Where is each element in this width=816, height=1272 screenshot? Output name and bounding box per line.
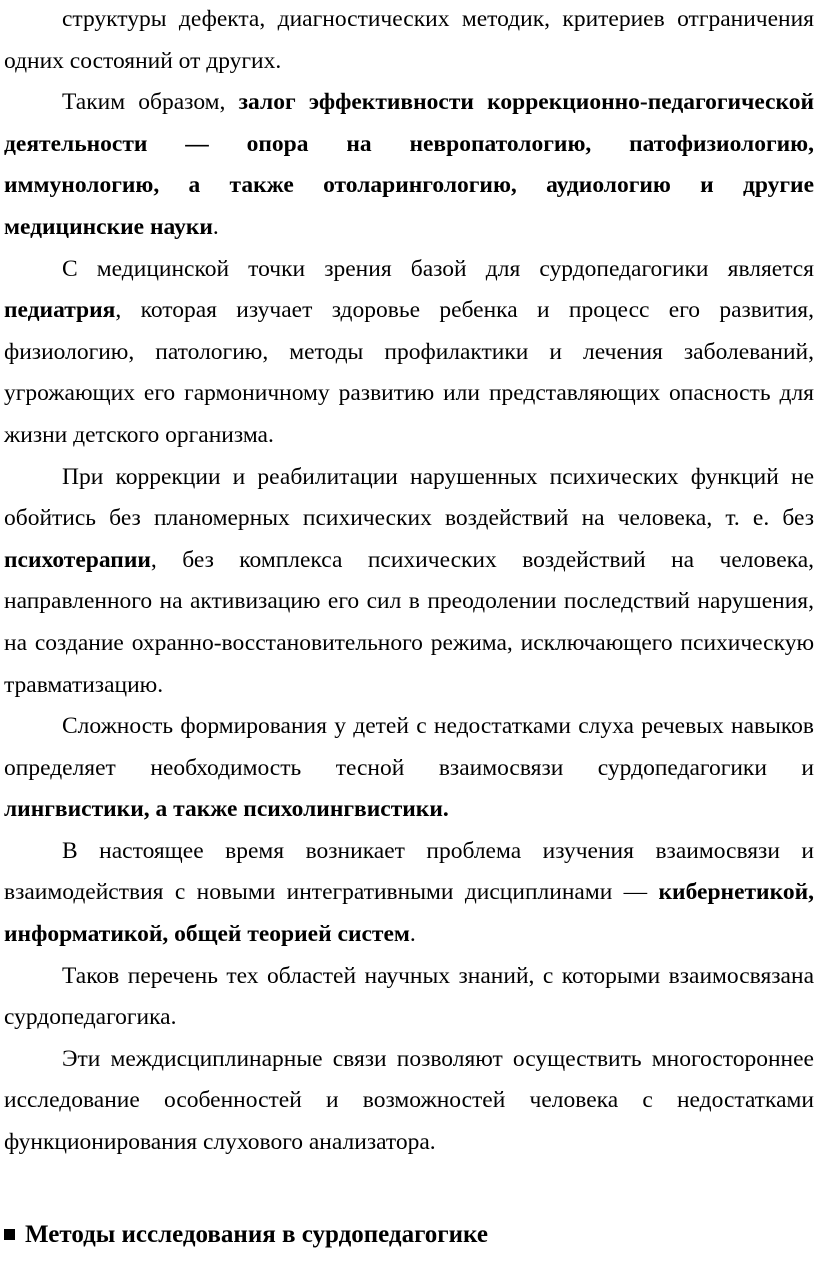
paragraph-8	[4, 1039, 814, 1164]
paragraph-2	[4, 82, 814, 248]
paragraph-7	[4, 956, 814, 1039]
paragraph-1	[4, 0, 814, 82]
paragraph-6-bold: кибернетикой, информатикой, общей теорией систем	[4, 879, 814, 948]
paragraph-6-text: В настоящее время возникает проблема изучения взаимосвязи и взаимодействия с новыми интегративными дисциплинами —	[4, 837, 814, 906]
paragraph-1-text: структуры дефекта, диагностических методик, критериев отграничения одних состояний от других.	[4, 6, 814, 74]
paragraph-5-text: Сложность формирования у детей с недостатками слуха речевых навыков определяет необходимость тесной взаимосвязи сурдопедагогики и	[4, 713, 814, 781]
section-heading	[4, 1218, 488, 1252]
paragraph-6	[4, 831, 814, 956]
paragraph-2-text: Таким образом,	[62, 89, 239, 116]
paragraph-4-end: , без комплекса психических воздействий на человека, направленного на активизацию его сил в преодолении последствий нарушения, на создание охранно-восстановительного режима, исключающего психическую травматизацию.	[4, 546, 814, 698]
paragraph-3-bold: педиатрия	[4, 297, 116, 324]
paragraph-4	[4, 457, 814, 707]
paragraph-4-bold: психотерапии	[4, 546, 151, 573]
paragraph-5	[4, 706, 814, 831]
paragraph-3-text: С медицинской точки зрения базой для сурдопедагогики является	[62, 255, 814, 282]
paragraph-3-end: , которая изучает здоровье ребенка и процесс его развития, физиологию, патологию, методы профилактики и лечения заболеваний, угрожающих его гармоничному развитию или представляющих опасность для жизни детского организма.	[4, 297, 814, 448]
paragraph-6-end: .	[409, 921, 416, 948]
paragraph-2-end: .	[212, 213, 219, 240]
black-square-bullet-icon	[4, 1229, 15, 1240]
paragraph-8-text: Эти междисциплинарные связи позволяют осуществить многостороннее исследование особенностей и возможностей человека с недостатками функционирования слухового анализатора.	[4, 1045, 814, 1156]
paragraph-4-text: При коррекции и реабилитации нарушенных психических функций не обойтись без планомерных психических воздействий на человека, т. е. без	[4, 463, 814, 532]
paragraph-2-bold: залог эффективности коррекционно-педагогической деятельности — опора на невропатологию, патофизиологию, иммунологию, а также отоларингологию, аудиологию и другие медицинские науки	[4, 89, 814, 240]
paragraph-7-text: Таков перечень тех областей научных знаний, с которыми взаимосвязана сурдопедагогика.	[4, 962, 814, 1031]
section-heading-text: Методы исследования в сурдопедагогике	[25, 1221, 488, 1248]
paragraph-5-bold: лингвистики, а также психолингвистики.	[4, 796, 449, 823]
paragraph-3	[4, 249, 814, 457]
document-page	[4, 0, 814, 1164]
